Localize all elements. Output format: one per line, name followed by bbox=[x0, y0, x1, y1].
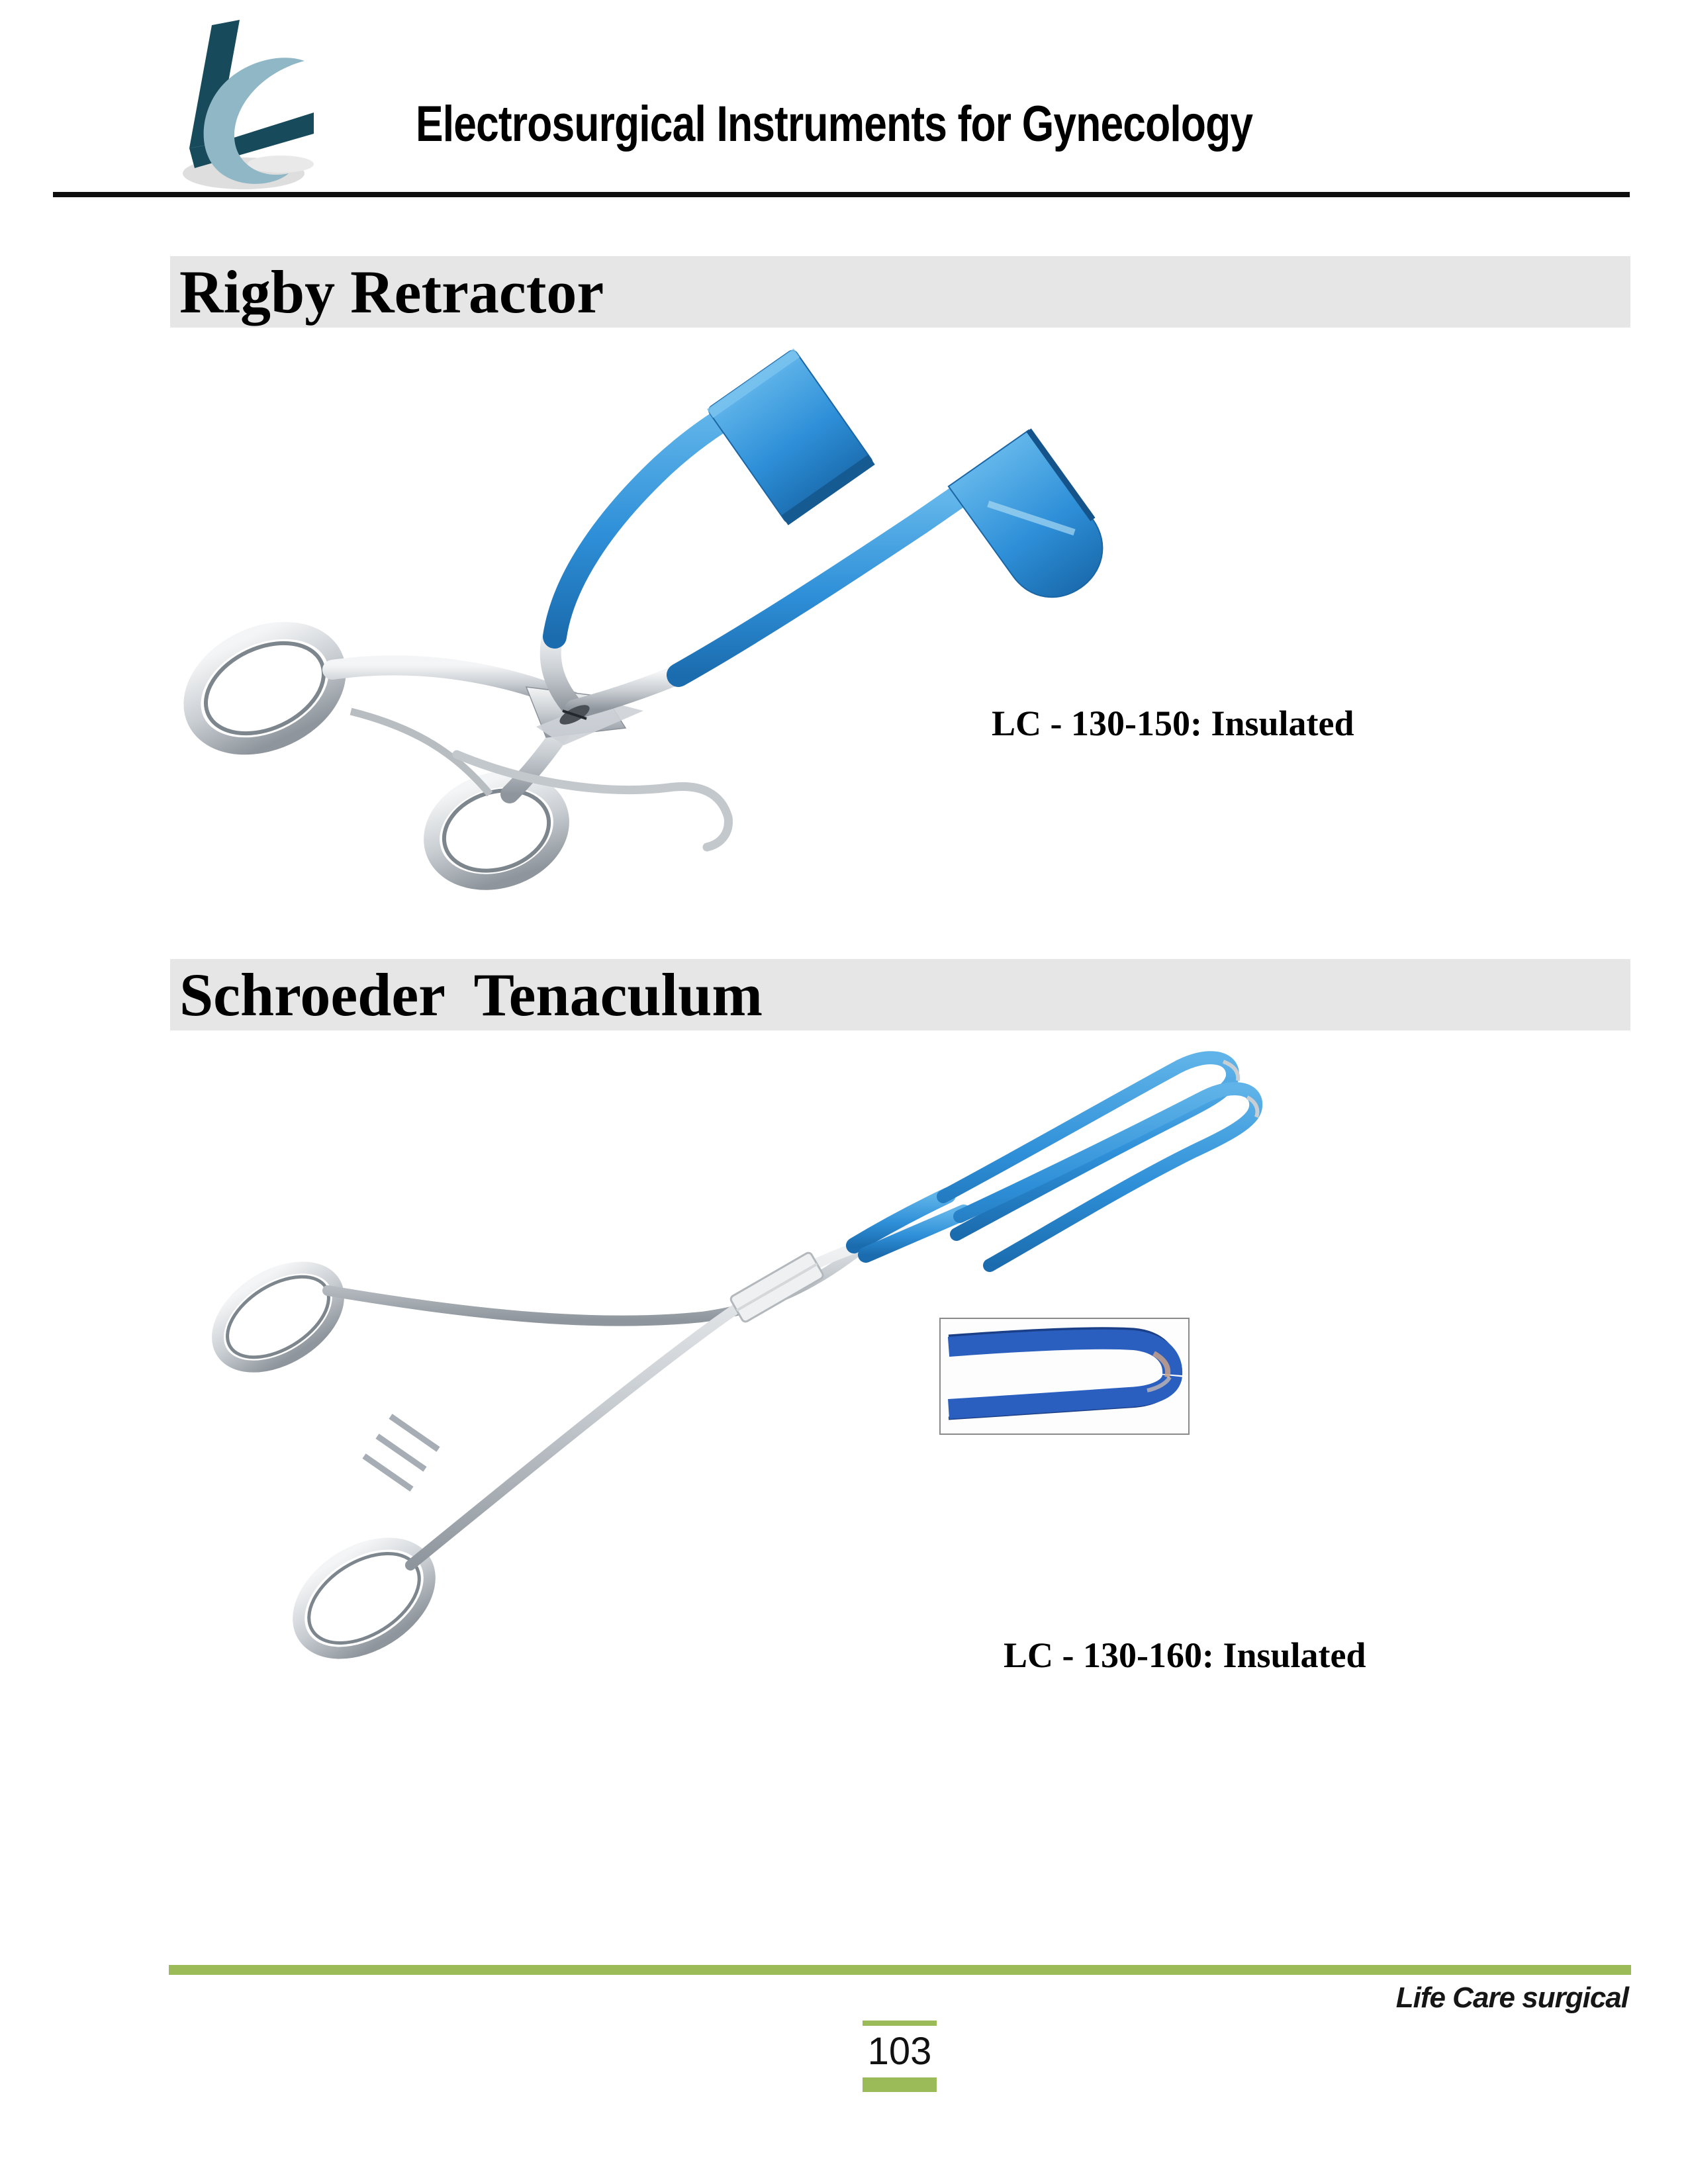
insulated-arm-upper bbox=[555, 410, 738, 637]
product-code-rigby: LC - 130-150: Insulated bbox=[992, 704, 1354, 743]
ratchet-teeth bbox=[364, 1416, 438, 1489]
shaft-lower bbox=[410, 1231, 907, 1565]
finger-ring-upper bbox=[200, 1247, 355, 1387]
arm-stub-right bbox=[575, 672, 683, 709]
finger-ring-lower bbox=[279, 1521, 449, 1675]
header-rule bbox=[53, 192, 1630, 197]
section-heading-label: Rigby Retractor bbox=[179, 258, 604, 326]
retractor-blade-lower bbox=[949, 430, 1121, 617]
inset-band-lower bbox=[949, 1376, 1172, 1409]
company-logo bbox=[177, 16, 318, 193]
page-number: 103 bbox=[867, 2030, 932, 2073]
finger-ring-left bbox=[173, 608, 356, 768]
product-code-schroeder: LC - 130-160: Insulated bbox=[1004, 1635, 1366, 1675]
insulated-loop-lower bbox=[960, 1089, 1256, 1265]
lc-logo-icon bbox=[177, 16, 318, 193]
page-title: Electrosurgical Instruments for Gynecology bbox=[416, 96, 1253, 152]
section-heading-label: Schroeder Tenaculum bbox=[179, 961, 763, 1028]
page-number-rule-bottom bbox=[863, 2077, 937, 2092]
tip-detail-illustration bbox=[941, 1319, 1188, 1433]
inset-band-upper bbox=[949, 1340, 1172, 1375]
rigby-retractor-photo bbox=[139, 331, 1145, 874]
page-number-rule-top bbox=[863, 2021, 937, 2026]
brand-name: Life Care surgical bbox=[1395, 1981, 1628, 2014]
tenaculum-tip-inset bbox=[939, 1318, 1190, 1435]
footer-rule bbox=[169, 1965, 1631, 1975]
center-blade-arm bbox=[457, 754, 728, 847]
retractor-blade-upper bbox=[707, 349, 875, 525]
section-heading-schroeder bbox=[170, 959, 1630, 1030]
insulated-arm-lower bbox=[679, 498, 957, 675]
section-heading-rigby bbox=[170, 256, 1630, 328]
rigby-retractor-illustration bbox=[139, 331, 1145, 874]
